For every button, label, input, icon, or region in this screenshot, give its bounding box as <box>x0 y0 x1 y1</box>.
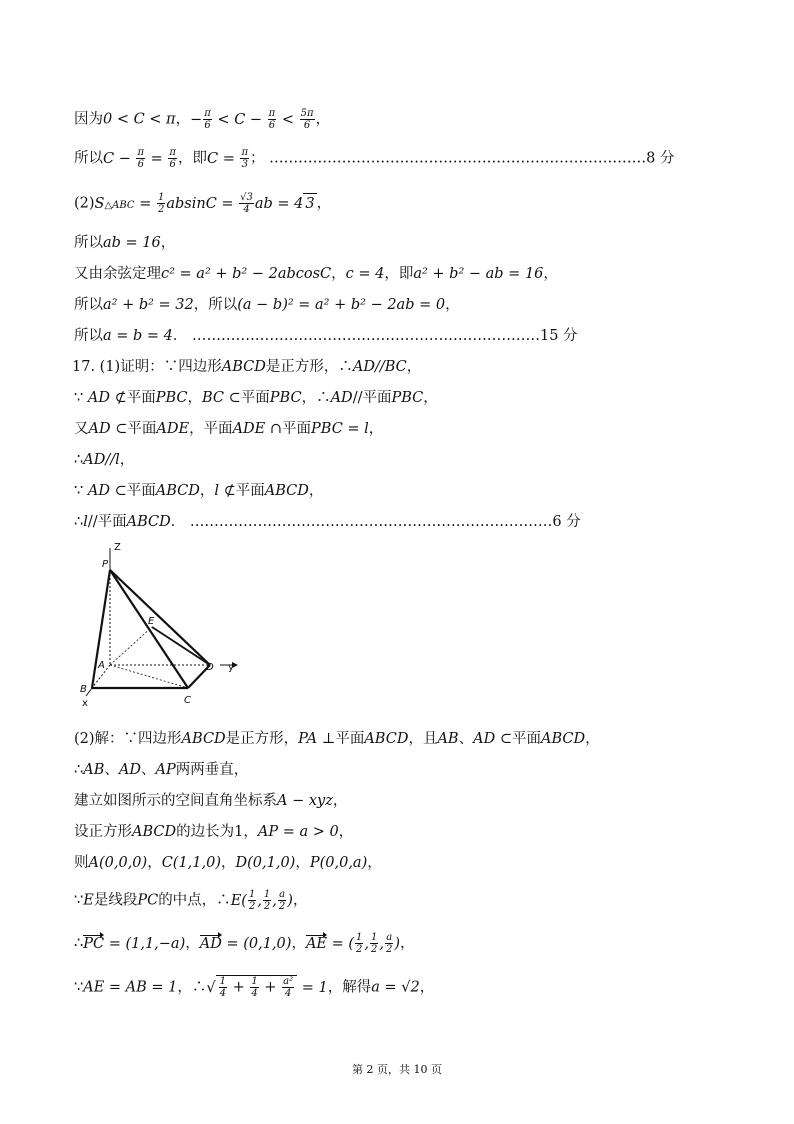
score-6: 6 分 <box>552 514 581 530</box>
line-10: 又AD ⊂平面ADE，平面ADE ∩平面PBC = l， <box>74 421 384 437</box>
line-19: ∵E是线段PC的中点，∴E( $\frac{1}{2}$ , $\frac{1}{2}$ , $\frac{a}{2}$ )， <box>74 889 308 912</box>
line-5: 又由余弦定理c² = a² + b² − 2abcosC，c = 4，即a² + b² − ab = 16， <box>74 266 558 282</box>
line-9: ∵ AD ⊄平面PBC，BC ⊂平面PBC，∴AD//平面PBC， <box>74 390 438 406</box>
line-20: ∴PC = (1,1,−a)，AD = (0,1,0)，AE = ( $\frac{1}{2}$ , $\frac{1}{2}$ , $\frac{a}{2}$ )， <box>74 932 415 955</box>
score-8: 8 分 <box>646 150 675 167</box>
line-21: ∵AE = AB = 1，∴√ $\frac{1}{4}$ + $\frac{1}{4}$ + $\frac{\text{a²}}{4}$ = 1，解得a = √2， <box>74 976 435 999</box>
score-leader: …………………………………………………………………… <box>269 150 647 167</box>
edge-AE-hidden <box>110 627 152 665</box>
line-2: 所以C − $\frac{\pi}{6}$ = $\frac{\pi}{6}$ ，即C = $\frac{\pi}{3}$ ； ……………………………………………………………………8 分 <box>74 147 675 170</box>
line-13: ∴l//平面ABCD． …………………………………………………………………6 分 <box>74 514 581 530</box>
x-axis <box>86 688 92 696</box>
line-8: 17. (1)证明：∵四边形ABCD是正方形，∴AD//BC， <box>72 359 422 375</box>
label-D: D <box>206 662 214 673</box>
line-12: ∵ AD ⊂平面ABCD，l ⊄平面ABCD， <box>74 483 324 499</box>
pyramid-figure <box>70 540 250 710</box>
line-17: 设正方形ABCD的边长为1，AP = a > 0， <box>74 824 354 840</box>
line-11: ∴AD//l， <box>74 452 135 468</box>
line-16: 建立如图所示的空间直角坐标系A − xyz， <box>74 793 348 809</box>
label-A: A <box>98 660 105 671</box>
score-15: 15 分 <box>540 328 578 344</box>
label-y: y <box>228 662 234 673</box>
label-B: B <box>80 684 87 695</box>
line-15: ∴AB、AD、AP两两垂直， <box>74 762 249 778</box>
line-7: 所以a = b = 4． ………………………………………………………………15 分 <box>74 328 578 344</box>
line-4: 所以ab = 16， <box>74 235 176 251</box>
line-6: 所以a² + b² = 32，所以(a − b)² = a² + b² − 2ab = 0， <box>74 297 460 313</box>
label-x: x <box>82 698 88 709</box>
score-leader: ……………………………………………………………… <box>192 328 540 344</box>
edge-PD <box>110 570 210 665</box>
edge-PC <box>110 570 188 688</box>
score-leader: ………………………………………………………………… <box>189 514 553 530</box>
label-P: P <box>102 559 109 570</box>
line-18: 则A(0,0,0)，C(1,1,0)，D(0,1,0)，P(0,0,a)， <box>74 855 382 871</box>
label-E: E <box>148 616 155 627</box>
line-14: (2)解：∵四边形ABCD是正方形，PA ⊥平面ABCD，且AB、AD ⊂平面ABCD， <box>74 731 600 747</box>
line-1: 因为0 < C < π，− $\frac{\pi}{6}$ < C − $\frac{\pi}{6}$ < $\frac{5\pi}{6}$ ， <box>74 108 331 131</box>
label-z: Z <box>114 542 121 553</box>
question-number: 17. <box>72 359 96 375</box>
line-3: (2)S△ABC = $\frac{1}{2}$ absinC = $\frac{√3}{4}$ ab = 4 3 ， <box>74 192 332 215</box>
label-C: C <box>184 695 191 706</box>
page-footer: 第 2 页，共 10 页 <box>352 1063 442 1076</box>
